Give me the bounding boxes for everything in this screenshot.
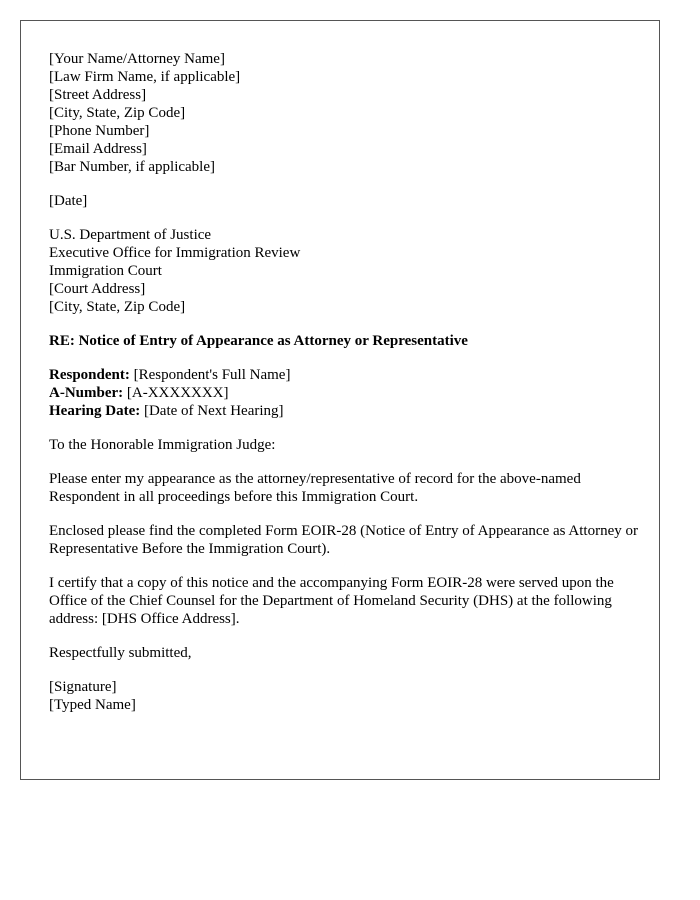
sender-address-block <box>49 50 639 176</box>
salutation-block <box>49 436 639 454</box>
anumber-label: A-Number: <box>49 385 124 401</box>
subject-line: RE: Notice of Entry of Appearance as Attorney or Representative <box>49 333 468 349</box>
body-paragraph-1-text: Please enter my appearance as the attorney/representative of record for the above-named Respondent in all proceedings before this Immigration Court. <box>49 471 581 505</box>
letter-page <box>20 20 660 780</box>
body-paragraph-3-text: I certify that a copy of this notice and the accompanying Form EOIR-28 were served upon the Office of the Chief Counsel for the Department of Homeland Security (DHS) at the following address: [DHS Office Address]. <box>49 575 614 627</box>
closing: Respectfully submitted, <box>49 645 192 661</box>
body-paragraph-3 <box>49 574 639 628</box>
sender-phone: [Phone Number] <box>49 123 150 139</box>
closing-block <box>49 644 639 662</box>
recipient-line-1: U.S. Department of Justice <box>49 227 212 243</box>
anumber-line <box>49 384 639 402</box>
recipient-line-5: [City, State, Zip Code] <box>49 299 186 315</box>
sender-email: [Email Address] <box>49 141 147 157</box>
sender-bar-number: [Bar Number, if applicable] <box>49 159 215 175</box>
body-paragraph-2 <box>49 522 639 558</box>
sender-name: [Your Name/Attorney Name] <box>49 51 225 67</box>
letter-content <box>49 50 639 730</box>
respondent-value: [Respondent's Full Name] <box>129 367 291 383</box>
signature-placeholder: [Signature] <box>49 679 117 695</box>
respondent-label: Respondent: <box>49 367 130 383</box>
hearing-date-value: [Date of Next Hearing] <box>140 403 284 419</box>
date-block <box>49 192 639 210</box>
hearing-date-label: Hearing Date: <box>49 403 141 419</box>
sender-firm: [Law Firm Name, if applicable] <box>49 69 241 85</box>
body-paragraph-2-text: Enclosed please find the completed Form EOIR-28 (Notice of Entry of Appearance as Attorney or Representative Before the Immigration Court). <box>49 523 638 557</box>
signature-block <box>49 678 639 714</box>
salutation: To the Honorable Immigration Judge: <box>49 437 276 453</box>
sender-street: [Street Address] <box>49 87 147 103</box>
subject-block <box>49 332 639 350</box>
respondent-line <box>49 366 639 384</box>
recipient-line-3: Immigration Court <box>49 263 162 279</box>
hearing-date-line <box>49 402 639 420</box>
recipient-address-block <box>49 226 639 316</box>
case-info-block <box>49 366 639 420</box>
recipient-line-4: [Court Address] <box>49 281 146 297</box>
typed-name: [Typed Name] <box>49 697 136 713</box>
sender-city-state-zip: [City, State, Zip Code] <box>49 105 186 121</box>
recipient-line-2: Executive Office for Immigration Review <box>49 245 301 261</box>
body-paragraph-1 <box>49 470 639 506</box>
anumber-value: [A-XXXXXXX] <box>123 385 229 401</box>
letter-date: [Date] <box>49 193 88 209</box>
